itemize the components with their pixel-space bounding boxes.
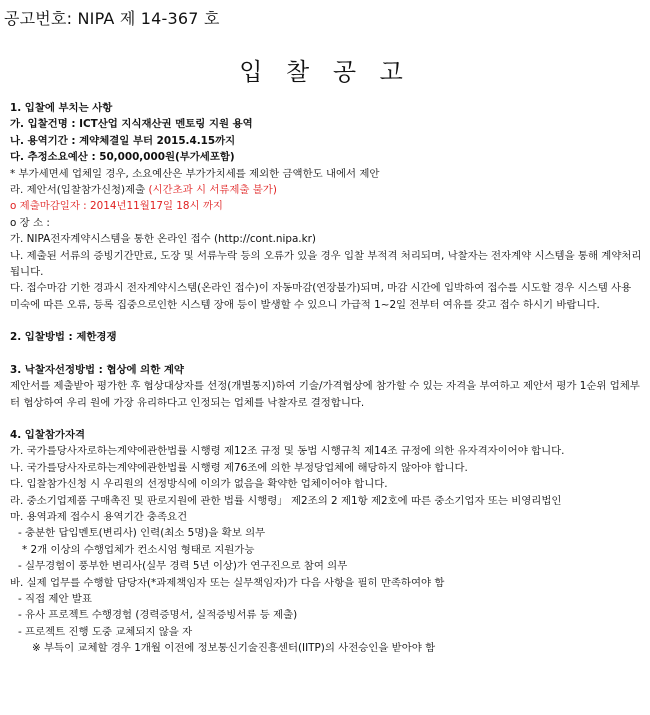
notice-number: 공고번호: NIPA 제 14-367 호	[4, 9, 220, 28]
section2-heading: 2. 입찰방법 : 제한경쟁	[10, 331, 117, 344]
qualification-ma: 마. 용역과제 접수시 용역기간 충족요건	[10, 510, 188, 523]
submission-warning: (시간초과 시 서류제출 불가)	[148, 184, 277, 197]
qualification-da: 다. 입찰참가신청 시 우리원의 선정방식에 이의가 없음을 확약한 업체이어야 합니다.	[10, 478, 388, 491]
qualification-ra: 라. 중소기업제품 구매촉진 및 판로지원에 관한 법률 시행령」 제2조의 2 제1항 제2호에 따른 중소기업자 또는 비영리법인	[10, 494, 562, 507]
submission-place: o 장 소 :	[10, 216, 50, 229]
document-title: 입 찰 공 고	[239, 58, 411, 86]
item-name: 가. 입찰건명 : ICT산업 지식재산권 멘토링 지원 용역	[10, 118, 253, 131]
selection-method-text: 제안서를 제출받아 평가한 후 협상대상자를 선정(개별통지)하여 기술/가격협상에 참가할 수 있는 자격을 부여하고 제안서 평가 1순위 업체부터 협상하여 우리 원에 가장 유리하다고 인정되는 업체를 낙찰자로 결정합니다.	[10, 380, 640, 409]
service-period: 나. 용역기간 : 계약체결일 부터 2015.4.15까지	[10, 134, 236, 147]
vat-note: * 부가세면세 업체일 경우, 소요예산은 부가가치세를 제외한 금액한도 내에서 제안	[10, 167, 380, 180]
qualification-ba: 바. 실제 업무를 수행할 담당자(*과제책임자 또는 실무책임자)가 다음 사항을 필히 만족하여야 함	[10, 576, 445, 589]
section1-heading: 1. 입찰에 부치는 사항	[10, 102, 113, 114]
section4-heading: 4. 입찰참가자격	[10, 428, 86, 441]
qualification-ga: 가. 국가를당사자로하는계약에관한법률 시행령 제12조 규정 및 동법 시행규칙 제14조 규정에 의한 유자격자이어야 합니다.	[10, 445, 565, 458]
online-submission: 가. NIPA전자계약시스템을 통한 온라인 접수 (http://cont.nipa.kr)	[10, 233, 316, 246]
qualification-ba-1: - 직접 제안 발표	[18, 592, 92, 605]
qualification-ba-3: - 프로젝트 진행 도중 교체되지 않을 자	[18, 625, 193, 638]
document-error-notice: 나. 제출된 서류의 증빙기간만료, 도장 및 서류누락 등의 오류가 있을 경우 입찰 부적격 처리되며, 낙찰자는 전자계약 시스템을 통해 계약처리 됩니다.	[10, 249, 642, 279]
proposal-submission-label: 라. 제안서(입찰참가신청)제출	[10, 184, 149, 197]
qualification-ba-2: - 유사 프로젝트 수행경험 (경력증명서, 실적증빙서류 등 제출)	[18, 609, 298, 622]
qualification-na: 나. 국가를당사자로하는계약에관한법률 시행령 제76조에 의한 부정당업체에 해당하지 않아야 합니다.	[10, 461, 468, 474]
qualification-ma-3: - 실무경험이 풍부한 변리사(실무 경력 5년 이상)가 연구진으로 참여 의무	[18, 560, 348, 573]
document-body	[10, 100, 642, 657]
qualification-ba-4: ※ 부득이 교체할 경우 1개월 이전에 정보통신기술진흥센터(IITP)의 사전승인을 받아야 함	[32, 642, 436, 655]
estimated-budget: 다. 추정소요예산 : 50,000,000원(부가세포함)	[10, 151, 235, 164]
deadline-notice: 다. 접수마감 기한 경과시 전자계약시스템(온라인 접수)이 자동마감(연장불가)되며, 마감 시간에 입박하여 접수를 시도할 경우 시스템 사용 미숙에 따른 오류, 등록 집중으로인한 시스템 장애 등이 발생할 수 있으니 가급적 1~2일 전부터 여유를 갖고 접수 하시기 바랍니다.	[10, 282, 632, 311]
section3-heading: 3. 낙찰자선정방법 : 협상에 의한 계약	[10, 363, 184, 376]
proposal-submission	[10, 182, 642, 198]
submission-deadline: o 제출마감일자 : 2014년11월17일 18시 까지	[10, 200, 223, 213]
qualification-ma-2: * 2개 이상의 수행업체가 컨소시엄 형태로 지원가능	[22, 543, 255, 556]
qualification-ma-1: - 충분한 답입멘토(변리사) 인력(최소 5명)을 확보 의무	[18, 527, 266, 540]
